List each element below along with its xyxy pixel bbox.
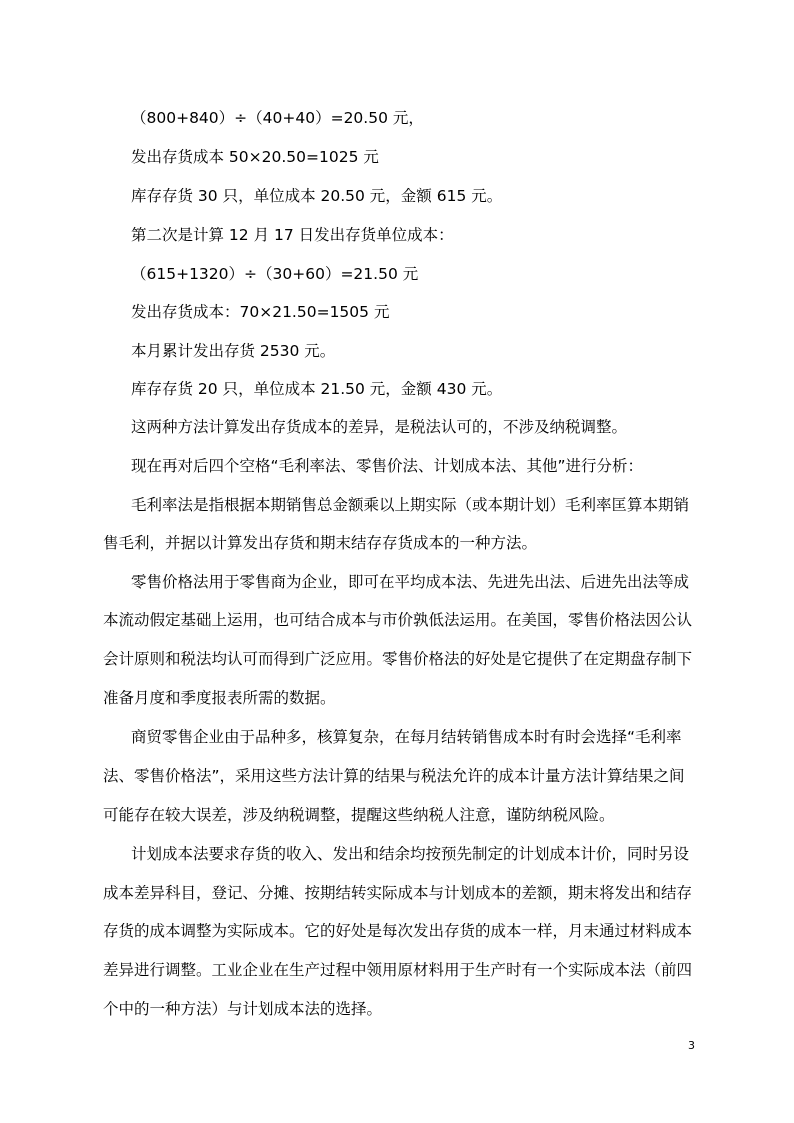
text-line: 商贸零售企业由于品种多，核算复杂，在每月结转销售成本时有时会选择“毛利率 (131, 728, 682, 746)
text-line: 第二次是计算 12 月 17 日发出存货单位成本： (131, 226, 454, 244)
text-line: 准备月度和季度报表所需的数据。 (103, 689, 336, 707)
page-number: 3 (688, 1039, 695, 1052)
text-line: 会计原则和税法均认可而得到广泛应用。零售价格法的好处是它提供了在定期盘存制下 (103, 650, 693, 668)
text-line: 差异进行调整。工业企业在生产过程中领用原材料用于生产时有一个实际成本法（前四 (103, 961, 693, 979)
text-line: 存货的成本调整为实际成本。它的好处是每次发出存货的成本一样，月末通过材料成本 (103, 922, 693, 940)
text-line: 发出存货成本 50×20.50=1025 元 (131, 148, 379, 166)
text-line: 本月累计发出存货 2530 元。 (131, 342, 336, 360)
text-line: （615+1320）÷（30+60）=21.50 元 (131, 265, 419, 283)
text-line: 这两种方法计算发出存货成本的差异，是税法认可的，不涉及纳税调整。 (131, 418, 628, 436)
text-line: 库存存货 30 只，单位成本 20.50 元，金额 615 元。 (131, 187, 503, 205)
text-line: （800+840）÷（40+40）=20.50 元， (131, 109, 424, 127)
text-line: 售毛利，并据以计算发出存货和期末结存存货成本的一种方法。 (103, 534, 538, 552)
text-line: 个中的一种方法）与计划成本法的选择。 (103, 1000, 383, 1018)
text-line: 毛利率法是指根据本期销售总金额乘以上期实际（或本期计划）毛利率匡算本期销 (131, 496, 690, 514)
text-line: 本流动假定基础上运用，也可结合成本与市价孰低法运用。在美国，零售价格法因公认 (103, 611, 693, 629)
text-line: 零售价格法用于零售商为企业，即可在平均成本法、先进先出法、后进先出法等成 (131, 573, 690, 591)
text-line: 成本差异科目，登记、分摊、按期结转实际成本与计划成本的差额，期末将发出和结存 (103, 884, 693, 902)
text-line: 库存存货 20 只，单位成本 21.50 元，金额 430 元。 (131, 380, 503, 398)
text-line: 可能存在较大误差，涉及纳税调整，提醒这些纳税人注意，谨防纳税风险。 (103, 806, 615, 824)
text-line: 现在再对后四个空格“毛利率法、零售价法、计划成本法、其他”进行分析： (131, 457, 644, 475)
text-line: 发出存货成本：70×21.50=1505 元 (131, 303, 390, 321)
text-line: 计划成本法要求存货的收入、发出和结余均按预先制定的计划成本计价，同时另设 (131, 845, 690, 863)
text-line: 法、零售价格法”，采用这些方法计算的结果与税法允许的成本计量方法计算结果之间 (103, 767, 685, 785)
